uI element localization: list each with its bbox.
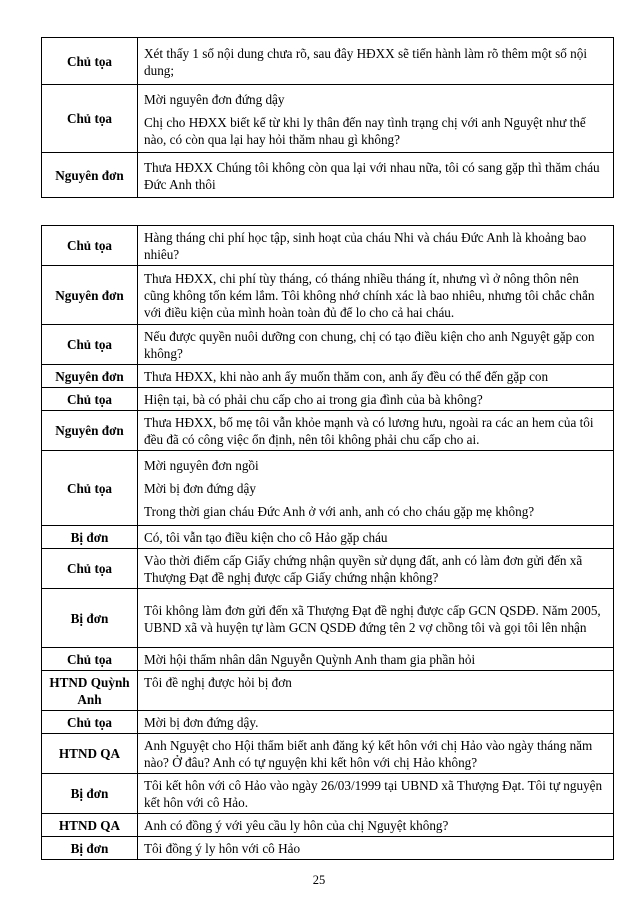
utterance-cell [138, 734, 614, 774]
utterance-cell [138, 388, 614, 411]
transcript-table-2 [41, 225, 614, 860]
utterance-cell [138, 266, 614, 325]
utterance-text: Hàng tháng chi phí học tập, sinh hoạt của cháu Nhi và cháu Đức Anh là khoảng bao nhiêu? [144, 230, 587, 262]
utterance-cell [138, 671, 614, 711]
utterance-cell [138, 85, 614, 153]
speaker-cell: Nguyên đơn [42, 153, 138, 198]
table-row [42, 648, 614, 671]
table-row [42, 734, 614, 774]
utterance-text: Mời bị đơn đứng dậy [144, 481, 256, 496]
speaker-cell: Chủ tọa [42, 226, 138, 266]
utterance-text: Mời bị đơn đứng dậy. [144, 715, 259, 730]
table-row [42, 549, 614, 589]
utterance-cell [138, 837, 614, 860]
speaker-cell: Chủ tọa [42, 711, 138, 734]
utterance-cell [138, 365, 614, 388]
speaker-cell: Nguyên đơn [42, 266, 138, 325]
table-row [42, 837, 614, 860]
speaker-cell: Chủ tọa [42, 388, 138, 411]
utterance-text: Vào thời điểm cấp Giấy chứng nhận quyền sử dụng đất, anh có làm đơn gửi đến xã Thượng Đạt đề nghị được cấp Giấy chứng nhận không? [144, 553, 583, 585]
table-row [42, 671, 614, 711]
utterance-text: Tôi đồng ý ly hôn với cô Hảo [144, 841, 301, 856]
transcript-table-1 [41, 37, 614, 198]
utterance-cell [138, 589, 614, 648]
table-row [42, 589, 614, 648]
utterance-cell [138, 774, 614, 814]
table-row [42, 526, 614, 549]
utterance-cell [138, 549, 614, 589]
utterance-cell [138, 411, 614, 451]
speaker-cell: Bị đơn [42, 589, 138, 648]
speaker-cell: Chủ tọa [42, 85, 138, 153]
speaker-cell: Nguyên đơn [42, 411, 138, 451]
table-row [42, 226, 614, 266]
table-row [42, 325, 614, 365]
speaker-cell: HTND Quỳnh Anh [42, 671, 138, 711]
speaker-cell: Chủ tọa [42, 648, 138, 671]
utterance-text: Mời nguyên đơn ngồi [144, 458, 259, 473]
utterance-text: Hiện tại, bà có phải chu cấp cho ai trong gia đình của bà không? [144, 392, 483, 407]
utterance-text: Tôi không làm đơn gửi đến xã Thượng Đạt đề nghị được cấp GCN QSDĐ. Năm 2005, UBND xã và huyện tự làm GCN QSDĐ đứng tên 2 vợ chồng tôi và gọi tôi lên nhận [144, 602, 601, 635]
utterance-text: Thưa HĐXX Chúng tôi không còn qua lại với nhau nữa, tôi có sang gặp thì thăm cháu Đức Anh thôi [144, 159, 600, 192]
utterance-cell [138, 38, 614, 85]
utterance-text: Mời hội thẩm nhân dân Nguyễn Quỳnh Anh tham gia phần hỏi [144, 652, 476, 667]
table-row [42, 153, 614, 198]
utterance-text: Trong thời gian cháu Đức Anh ở với anh, anh có cho cháu gặp mẹ không? [144, 504, 535, 519]
utterance-cell [138, 711, 614, 734]
table-row [42, 266, 614, 325]
utterance-cell [138, 325, 614, 365]
table-row [42, 711, 614, 734]
utterance-text: Có, tôi vẫn tạo điều kiện cho cô Hảo gặp cháu [144, 530, 388, 545]
utterance-text: Thưa HĐXX, bố mẹ tôi vẫn khỏe mạnh và có lương hưu, ngoài ra các an hem của tôi đều đã có công việc ổn định, nên tôi không phải chu cấp cho ai. [144, 415, 594, 447]
utterance-text: Xét thấy 1 số nội dung chưa rõ, sau đây HĐXX sẽ tiến hành làm rõ thêm một số nội dung; [144, 45, 587, 78]
utterance-cell [138, 814, 614, 837]
utterance-text: Chị cho HĐXX biết kể từ khi ly thân đến nay tình trạng chị với anh Nguyệt như thế nào, có còn qua lại hay hỏi thăm nhau gì không? [144, 114, 586, 147]
utterance-text: Anh Nguyệt cho Hội thẩm biết anh đăng ký kết hôn với chị Hảo vào ngày tháng năm nào? Ở đâu? Anh có tự nguyện khi kết hôn với chị Hảo không? [144, 738, 593, 770]
table-row [42, 38, 614, 85]
utterance-text: Anh có đồng ý với yêu cầu ly hôn của chị Nguyệt không? [144, 818, 449, 833]
table-row [42, 814, 614, 837]
table-row [42, 85, 614, 153]
table-row [42, 411, 614, 451]
speaker-cell: Chủ tọa [42, 325, 138, 365]
utterance-text: Thưa HĐXX, chi phí tùy tháng, có tháng nhiều tháng ít, nhưng vì ở nông thôn nên cũng không tốn kém lắm. Tôi không nhớ chính xác là bao nhiêu, nhưng tôi chắc chắn với điều kiện của mình hoàn toàn đủ để lo cho cả hai cháu. [144, 271, 595, 320]
utterance-text: Thưa HĐXX, khi nào anh ấy muốn thăm con, anh ấy đều có thể đến gặp con [144, 369, 549, 384]
speaker-cell: Bị đơn [42, 837, 138, 860]
utterance-text: Tôi đề nghị được hỏi bị đơn [144, 675, 292, 690]
speaker-cell: Chủ tọa [42, 38, 138, 85]
utterance-text: Mời nguyên đơn đứng dậy [144, 91, 285, 107]
speaker-cell: Chủ tọa [42, 549, 138, 589]
table-row [42, 365, 614, 388]
page-number: 25 [312, 873, 326, 887]
speaker-cell: Bị đơn [42, 526, 138, 549]
speaker-cell: Bị đơn [42, 774, 138, 814]
speaker-cell: HTND QA [42, 734, 138, 774]
table-row [42, 388, 614, 411]
utterance-cell [138, 226, 614, 266]
utterance-text: Tôi kết hôn với cô Hảo vào ngày 26/03/1999 tại UBND xã Thượng Đạt. Tôi tự nguyện kết hôn với cô Hảo. [144, 778, 603, 810]
utterance-cell [138, 526, 614, 549]
speaker-cell: Nguyên đơn [42, 365, 138, 388]
speaker-cell: HTND QA [42, 814, 138, 837]
speaker-cell: Chủ tọa [42, 451, 138, 526]
table-row [42, 451, 614, 526]
utterance-cell [138, 451, 614, 526]
utterance-cell [138, 153, 614, 198]
utterance-text: Nếu được quyền nuôi dưỡng con chung, chị có tạo điều kiện cho anh Nguyệt gặp con không? [144, 329, 595, 361]
utterance-cell [138, 648, 614, 671]
table-row [42, 774, 614, 814]
